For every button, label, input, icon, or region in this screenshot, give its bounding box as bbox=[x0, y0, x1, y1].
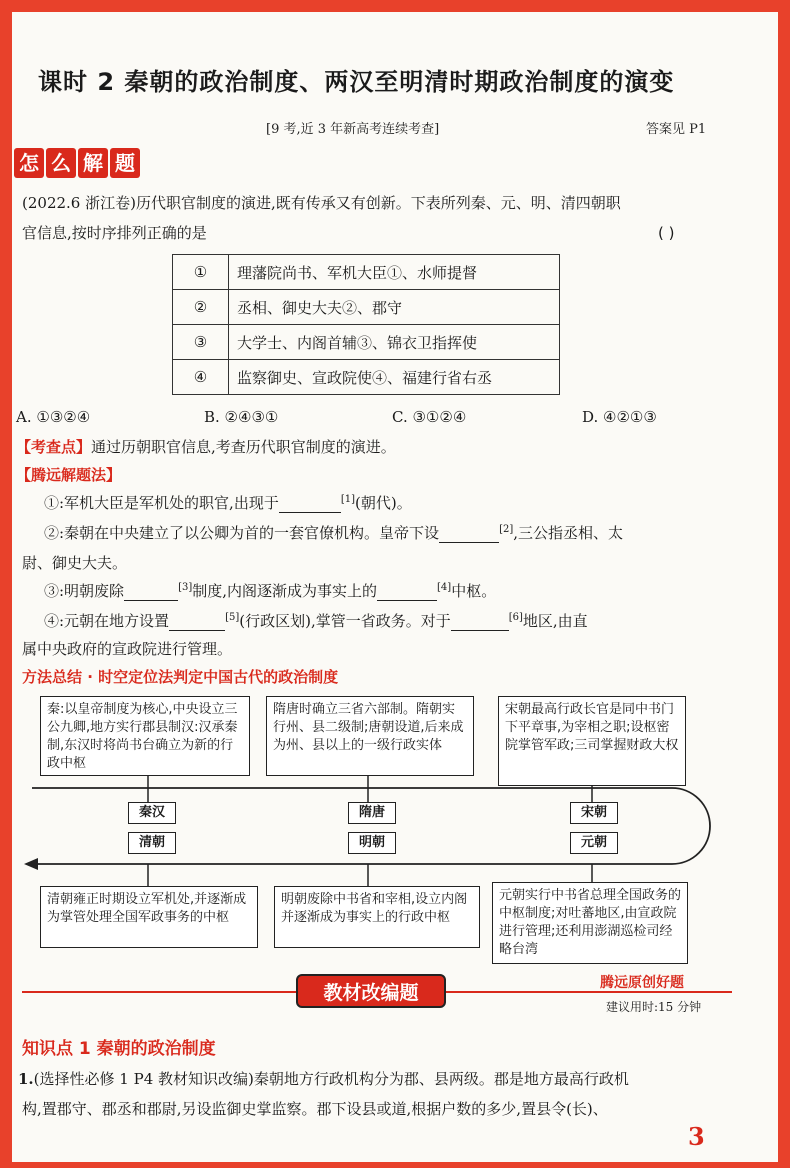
answer-bracket: ( ) bbox=[658, 224, 675, 242]
step-3: ③:明朝废除 [3]制度,内阁逐渐成为事实上的 [4]中枢。 bbox=[44, 582, 497, 600]
original-questions-label: 腾远原创好题 bbox=[600, 975, 684, 991]
question-1-line-2: 构,置郡守、郡丞和郡尉,另设监御史掌监察。郡下设县或道,根据户数的多少,置县令(长)、 bbox=[22, 1100, 608, 1118]
era-label-qin-han: 秦汉 bbox=[128, 802, 176, 824]
heading-char: 题 bbox=[110, 148, 140, 178]
knowledge-point-heading: 知识点 1 秦朝的政治制度 bbox=[22, 1039, 216, 1059]
step-2: ②:秦朝在中央建立了以公卿为首的一套官僚机构。皇帝下设 [2],三公指丞相、太 bbox=[44, 524, 624, 542]
choice-a[interactable]: A. ①③②④ bbox=[16, 408, 91, 426]
table-row bbox=[173, 290, 560, 325]
blank-1[interactable] bbox=[279, 512, 341, 513]
heading-char: 解 bbox=[78, 148, 108, 178]
section-heading-how-to-solve bbox=[14, 148, 140, 178]
blank-3[interactable] bbox=[124, 600, 178, 601]
timeline-box-song: 宋朝最高行政长官是同中书门下平章事,为宰相之职;设枢密院掌管军政;三司掌握财政大权 bbox=[498, 696, 686, 786]
question-stem-line-2: 官信息,按时序排列正确的是 bbox=[22, 224, 207, 242]
official-titles-table bbox=[172, 254, 560, 395]
row-number: ④ bbox=[173, 360, 229, 395]
step-2-cont: 尉、御史大夫。 bbox=[22, 554, 128, 572]
era-label-ming: 明朝 bbox=[348, 832, 396, 854]
method-summary-heading: 方法总结 · 时空定位法判定中国古代的政治制度 bbox=[22, 668, 339, 686]
era-label-qing: 清朝 bbox=[128, 832, 176, 854]
timeline-box-yuan: 元朝实行中书省总理全国政务的中枢制度;对吐蕃地区,由宣政院进行管理;还利用澎湖巡检司经略台湾 bbox=[492, 882, 688, 964]
table-row bbox=[173, 255, 560, 290]
timeline-box-ming: 明朝废除中书省和宰相,设立内阁并逐渐成为事实上的行政中枢 bbox=[274, 886, 480, 948]
row-number: ① bbox=[173, 255, 229, 290]
choice-d[interactable]: D. ④②①③ bbox=[582, 408, 657, 426]
blank-2[interactable] bbox=[439, 542, 499, 543]
row-number: ② bbox=[173, 290, 229, 325]
test-point-tag: 【考查点】 bbox=[16, 438, 92, 456]
page-number: 3 bbox=[688, 1122, 705, 1151]
test-point-text: 通过历朝职官信息,考查历代职官制度的演进。 bbox=[91, 438, 396, 456]
test-point bbox=[16, 436, 396, 457]
row-number: ③ bbox=[173, 325, 229, 360]
timeline-box-qing: 清朝雍正时期设立军机处,并逐渐成为掌管处理全国军政事务的中枢 bbox=[40, 886, 258, 948]
page bbox=[12, 12, 778, 1162]
timeline-box-sui-tang: 隋唐时确立三省六部制。隋朝实行州、县二级制;唐朝设道,后来成为州、县以上的一级行政实体 bbox=[266, 696, 474, 776]
row-text: 大学士、内阁首辅③、锦衣卫指挥使 bbox=[229, 325, 560, 360]
row-text: 理藩院尚书、军机大臣①、水师提督 bbox=[229, 255, 560, 290]
exam-frequency-note: [9 考,近 3 年新高考连续考查] bbox=[266, 122, 440, 137]
era-label-sui-tang: 隋唐 bbox=[348, 802, 396, 824]
timeline-box-qin-han: 秦:以皇帝制度为核心,中央设立三公九卿,地方实行郡县制汉:汉承秦制,东汉时将尚书台确立为新的行政中枢 bbox=[40, 696, 250, 776]
era-label-yuan: 元朝 bbox=[570, 832, 618, 854]
row-text: 监察御史、宣政院使④、福建行省右丞 bbox=[229, 360, 560, 395]
table-row bbox=[173, 325, 560, 360]
suggested-time: 建议用时:15 分钟 bbox=[606, 1000, 702, 1014]
era-label-song: 宋朝 bbox=[570, 802, 618, 824]
table-row bbox=[173, 360, 560, 395]
solution-method-tag: 【腾远解题法】 bbox=[16, 466, 122, 484]
choice-c[interactable]: C. ③①②④ bbox=[392, 408, 467, 426]
blank-4[interactable] bbox=[377, 600, 437, 601]
page-title: 课时 2 秦朝的政治制度、两汉至明清时期政治制度的演变 bbox=[38, 68, 675, 96]
step-4: ④:元朝在地方设置 [5](行政区划),掌管一省政务。对于 [6]地区,由直 bbox=[44, 612, 588, 630]
step-1: ①:军机大臣是军机处的职官,出现于 [1](朝代)。 bbox=[44, 494, 412, 512]
choice-b[interactable]: B. ②④③① bbox=[204, 408, 279, 426]
question-stem-line-1: (2022.6 浙江卷)历代职官制度的演进,既有传承又有创新。下表所列秦、元、明、清四朝职 bbox=[22, 194, 621, 212]
row-text: 丞相、御史大夫②、郡守 bbox=[229, 290, 560, 325]
heading-char: 怎 bbox=[14, 148, 44, 178]
answer-reference: 答案见 P1 bbox=[646, 122, 707, 137]
blank-6[interactable] bbox=[451, 630, 509, 631]
blank-5[interactable] bbox=[169, 630, 225, 631]
step-4-cont: 属中央政府的宣政院进行管理。 bbox=[22, 640, 233, 658]
question-1-line-1: 1.(选择性必修 1 P4 教材知识改编)秦朝地方行政机构分为郡、县两级。郡是地方最高行政机 bbox=[18, 1070, 629, 1088]
section-banner-textbook-adapted: 教材改编题 bbox=[296, 974, 446, 1008]
heading-char: 么 bbox=[46, 148, 76, 178]
